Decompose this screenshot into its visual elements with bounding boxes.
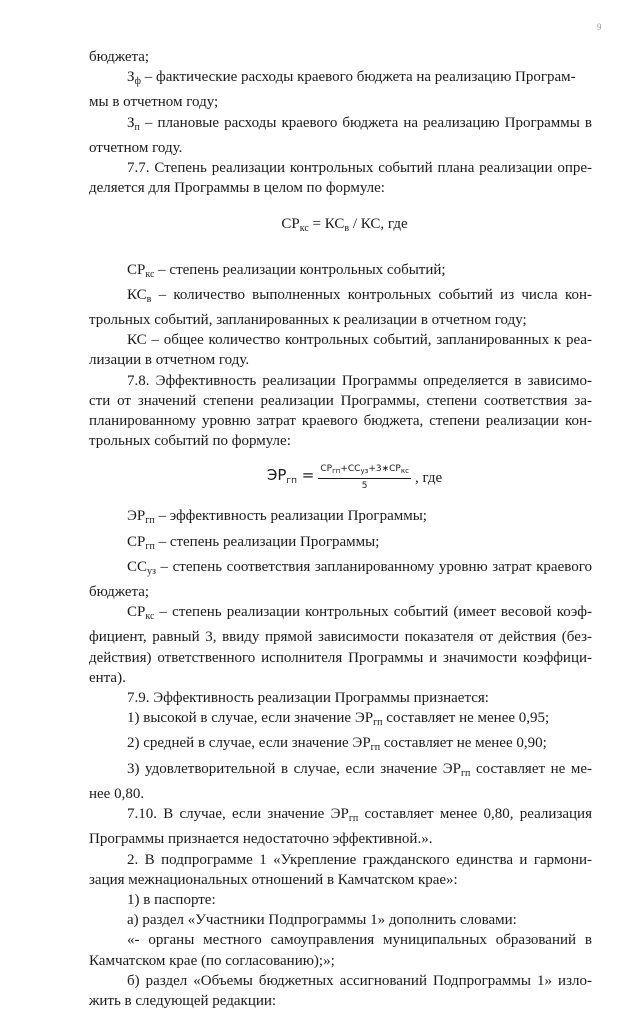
item-passport: 1) в паспорте: [127,891,216,908]
def-zp: $З_п$ – плановые расходы краевого бюджета на реализацию Программы в отчетном году. [89,114,592,156]
def-ks-cont: лизации в отчетном году. [89,352,250,369]
fraction-numerator: $СР_{гп}+СС_{уз}+3∗СР_{кс}$ [318,463,411,479]
para-7-9: 7.9. Эффективность реализации Программы признается: [127,690,489,707]
def-er-gp: $ЭР_{гп}$ – эффективность реализации Программы; [127,508,427,527]
item-a-quote: «- органы местного самоуправления муниципальных образований в Камчатском крае (по согласованию);»; [89,932,592,969]
item-a: а) раздел «Участники Подпрограммы 1» дополнить словами: [127,912,517,929]
item-b: б) раздел «Объемы бюджетных ассигнований Подпрограммы 1» изло- жить в следующей редакции: [89,972,592,1009]
formula-er-gp [89,463,592,492]
margin-mark: 9 [597,22,602,32]
def-ks-v: $КС_в$ – количество выполненных контрольных событий из числа кон- [127,286,592,305]
criterion-high: 1) высокой в случае, если значение $ЭР_{гп}$ составляет не менее 0,95; [127,710,550,729]
def-cr-ks-weight: $СР_{кс}$ – степень реализации контрольных событий (имеет весовой коэф- фициент, равный 3, ввиду прямой зависимости показателя от действия (без- действия) ответственного исполнителя Программы и значимости коэффици- ента). [89,604,592,686]
def-cc-uz: $СС_{уз}$ – степень соответствия запланированному уровню затрат краевого бюджета; [89,558,592,601]
def-ks: КС – общее количество контрольных событий, запланированных к реа- [127,332,592,349]
def-zf: $З_ф$ – фактические расходы краевого бюджета на реализацию Програм- [127,69,576,88]
para-7-10: 7.10. В случае, если значение $ЭР_{гп}$ составляет менее 0,80, реализация Программы признается недостаточно эффективной.». [89,806,592,848]
para-2: 2. В подпрограмме 1 «Укрепление гражданского единства и гармони- зация межнациональных отношений в Камчатском крае»: [89,851,592,888]
def-cr-gp: $СР_{гп}$ – степень реализации Программы; [127,533,380,552]
formula-tail: , где [414,469,443,486]
formula-fraction [318,463,411,492]
def-cr-ks: $СР_{кс}$ – степень реализации контрольных событий; [127,261,446,280]
fraction-denominator: 5 [361,481,368,492]
para-7-7: 7.7. Степень реализации контрольных событий плана реализации опре- [127,160,592,177]
para-7-8: 7.8. Эффективность реализации Программы определяется в зависимо- сти от значений степени реализации Программы, степени соответствия за- планированному уровню затрат краевого бюджета, степени реализации кон- трольных событий по формуле: [89,372,592,450]
formula-lhs: $ЭР_{гп}$ = [266,465,315,486]
line-budget: бюджета; [89,49,150,65]
formula-cr-ks: $СР_{кс} = КС_в$ / КС, где [281,216,408,235]
def-zf-cont: мы в отчетном году; [89,94,219,111]
para-7-7-cont: деляется для Программы в целом по формуле: [89,180,385,197]
criterion-satisfactory: 3) удовлетворительной в случае, если значение $ЭР_{гп}$ составляет не ме- нее 0,80. [89,760,592,802]
document-body [89,47,592,1011]
criterion-medium: 2) средней в случае, если значение $ЭР_{гп}$ составляет не менее 0,90; [127,735,547,754]
def-ks-v-cont: трольных событий, запланированных к реализации в отчетном году; [89,312,527,329]
